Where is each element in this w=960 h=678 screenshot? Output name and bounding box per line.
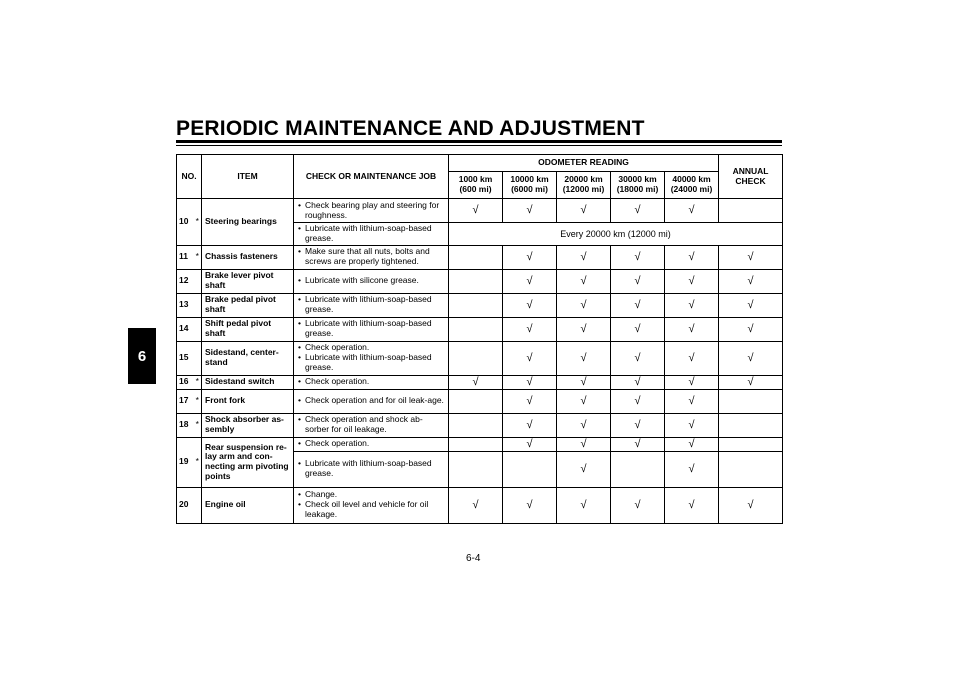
check-mark: √ bbox=[503, 293, 557, 317]
check-mark: √ bbox=[503, 389, 557, 413]
check-mark: √ bbox=[665, 413, 719, 437]
check-mark: √ bbox=[611, 341, 665, 375]
maintenance-job bbox=[294, 451, 449, 487]
empty-cell bbox=[503, 451, 557, 487]
table-row bbox=[177, 269, 783, 293]
check-mark: √ bbox=[557, 413, 611, 437]
empty-cell bbox=[449, 317, 503, 341]
maintenance-job bbox=[294, 413, 449, 437]
title-rule bbox=[176, 140, 782, 143]
check-mark: √ bbox=[557, 375, 611, 389]
check-mark: √ bbox=[611, 375, 665, 389]
maintenance-job bbox=[294, 199, 449, 223]
item-name: Front fork bbox=[202, 389, 294, 413]
maintenance-job bbox=[294, 437, 449, 451]
item-name: Sidestand switch bbox=[202, 375, 294, 389]
row-number: 16 bbox=[177, 375, 194, 389]
header-interval-3 bbox=[557, 172, 611, 199]
check-mark: √ bbox=[503, 317, 557, 341]
maintenance-job bbox=[294, 293, 449, 317]
check-mark: √ bbox=[503, 413, 557, 437]
header-interval-4 bbox=[611, 172, 665, 199]
check-mark: √ bbox=[665, 245, 719, 269]
row-number: 14 bbox=[177, 317, 194, 341]
check-mark: √ bbox=[557, 451, 611, 487]
job-bullet: • Check operation and shock ab-sorber for oil leakage. bbox=[297, 415, 445, 435]
job-bullet: • Lubricate with lithium-soap-based grease. bbox=[297, 224, 445, 244]
table-row bbox=[177, 389, 783, 413]
check-mark: √ bbox=[665, 341, 719, 375]
row-number: 11 bbox=[177, 245, 194, 269]
item-name: Sidestand, center-stand bbox=[202, 341, 294, 375]
empty-cell bbox=[449, 245, 503, 269]
item-name: Shock absorber as-sembly bbox=[202, 413, 294, 437]
check-mark: √ bbox=[665, 451, 719, 487]
job-bullet: • Lubricate with lithium-soap-based grease. bbox=[297, 295, 445, 315]
check-mark: √ bbox=[503, 269, 557, 293]
header-annual: ANNUAL CHECK bbox=[719, 155, 783, 199]
item-name: Engine oil bbox=[202, 487, 294, 523]
job-bullet: • Lubricate with lithium-soap-based grease. bbox=[297, 459, 445, 479]
job-bullet: • Lubricate with silicone grease. bbox=[297, 276, 445, 286]
check-mark: √ bbox=[557, 269, 611, 293]
item-name: Rear suspension re-lay arm and con-necting arm pivoting points bbox=[202, 437, 294, 487]
job-bullet: • Make sure that all nuts, bolts and screws are properly tightened. bbox=[297, 247, 445, 267]
asterisk-mark bbox=[194, 341, 202, 375]
check-mark: √ bbox=[719, 293, 783, 317]
asterisk-mark: * bbox=[194, 199, 202, 246]
check-mark: √ bbox=[449, 375, 503, 389]
asterisk-mark bbox=[194, 487, 202, 523]
header-interval-1 bbox=[449, 172, 503, 199]
row-number: 19 bbox=[177, 437, 194, 487]
check-mark: √ bbox=[665, 199, 719, 223]
row-number: 13 bbox=[177, 293, 194, 317]
empty-cell bbox=[449, 269, 503, 293]
check-mark: √ bbox=[611, 389, 665, 413]
check-mark: √ bbox=[665, 375, 719, 389]
table-row bbox=[177, 293, 783, 317]
check-mark: √ bbox=[611, 293, 665, 317]
job-bullet: • Check operation. bbox=[297, 439, 445, 449]
interval-mi: (18000 mi) bbox=[616, 184, 659, 194]
check-mark: √ bbox=[557, 199, 611, 223]
check-mark: √ bbox=[557, 437, 611, 451]
asterisk-mark: * bbox=[194, 375, 202, 389]
empty-cell bbox=[719, 389, 783, 413]
table-row bbox=[177, 413, 783, 437]
check-mark: √ bbox=[611, 487, 665, 523]
interval-mi: (12000 mi) bbox=[562, 184, 605, 194]
row-number: 18 bbox=[177, 413, 194, 437]
maintenance-job bbox=[294, 389, 449, 413]
maintenance-job bbox=[294, 341, 449, 375]
item-name: Brake pedal pivot shaft bbox=[202, 293, 294, 317]
check-mark: √ bbox=[611, 199, 665, 223]
table-row bbox=[177, 317, 783, 341]
check-mark: √ bbox=[557, 487, 611, 523]
maintenance-job bbox=[294, 317, 449, 341]
asterisk-mark: * bbox=[194, 413, 202, 437]
check-mark: √ bbox=[665, 269, 719, 293]
check-mark: √ bbox=[665, 317, 719, 341]
table-row bbox=[177, 375, 783, 389]
table-row bbox=[177, 487, 783, 523]
check-mark: √ bbox=[557, 245, 611, 269]
row-number: 10 bbox=[177, 199, 194, 246]
check-mark: √ bbox=[503, 245, 557, 269]
empty-cell bbox=[449, 341, 503, 375]
job-bullet: • Lubricate with lithium-soap-based grease. bbox=[297, 353, 445, 373]
chapter-tab: 6 bbox=[128, 328, 156, 384]
job-bullet: • Change. bbox=[297, 490, 445, 500]
check-mark: √ bbox=[665, 487, 719, 523]
header-job: CHECK OR MAINTENANCE JOB bbox=[294, 155, 449, 199]
job-bullet: • Lubricate with lithium-soap-based grease. bbox=[297, 319, 445, 339]
check-mark: √ bbox=[611, 437, 665, 451]
item-name: Brake lever pivot shaft bbox=[202, 269, 294, 293]
check-mark: √ bbox=[503, 199, 557, 223]
asterisk-mark: * bbox=[194, 437, 202, 487]
check-mark: √ bbox=[665, 437, 719, 451]
check-mark: √ bbox=[503, 437, 557, 451]
header-item: ITEM bbox=[202, 155, 294, 199]
empty-cell bbox=[449, 451, 503, 487]
page-number: 6-4 bbox=[466, 553, 481, 564]
check-mark: √ bbox=[557, 293, 611, 317]
check-mark: √ bbox=[719, 375, 783, 389]
job-bullet: • Check bearing play and steering for roughness. bbox=[297, 201, 445, 221]
header-odometer: ODOMETER READING bbox=[449, 155, 719, 172]
check-mark: √ bbox=[611, 269, 665, 293]
check-mark: √ bbox=[449, 199, 503, 223]
job-bullet: • Check operation. bbox=[297, 377, 445, 387]
item-name: Chassis fasteners bbox=[202, 245, 294, 269]
asterisk-mark: * bbox=[194, 245, 202, 269]
row-number: 20 bbox=[177, 487, 194, 523]
header-no: NO. bbox=[177, 155, 202, 199]
header-interval-5 bbox=[665, 172, 719, 199]
page-title: PERIODIC MAINTENANCE AND ADJUSTMENT bbox=[176, 117, 645, 140]
maintenance-job bbox=[294, 245, 449, 269]
empty-cell bbox=[719, 437, 783, 451]
check-mark: √ bbox=[719, 269, 783, 293]
empty-cell bbox=[611, 451, 665, 487]
interval-km: 40000 km bbox=[672, 174, 711, 185]
item-name: Steering bearings bbox=[202, 199, 294, 246]
check-mark: √ bbox=[503, 341, 557, 375]
item-name: Shift pedal pivot shaft bbox=[202, 317, 294, 341]
maintenance-table bbox=[176, 154, 783, 524]
table-row bbox=[177, 341, 783, 375]
empty-cell bbox=[719, 451, 783, 487]
check-mark: √ bbox=[611, 317, 665, 341]
asterisk-mark bbox=[194, 269, 202, 293]
empty-cell bbox=[449, 293, 503, 317]
check-mark: √ bbox=[557, 389, 611, 413]
row-number: 17 bbox=[177, 389, 194, 413]
table-row bbox=[177, 245, 783, 269]
check-mark: √ bbox=[557, 317, 611, 341]
check-mark: √ bbox=[611, 245, 665, 269]
job-bullet: • Check oil level and vehicle for oil leakage. bbox=[297, 500, 445, 520]
check-mark: √ bbox=[503, 487, 557, 523]
check-mark: √ bbox=[665, 293, 719, 317]
maintenance-job bbox=[294, 269, 449, 293]
interval-mi: (600 mi) bbox=[459, 184, 492, 194]
check-mark: √ bbox=[719, 487, 783, 523]
check-mark: √ bbox=[665, 389, 719, 413]
interval-km: 10000 km bbox=[510, 174, 549, 185]
check-mark: √ bbox=[449, 487, 503, 523]
interval-mi: (24000 mi) bbox=[670, 184, 713, 194]
header-interval-2 bbox=[503, 172, 557, 199]
empty-cell bbox=[449, 389, 503, 413]
table-row bbox=[177, 437, 783, 451]
interval-note: Every 20000 km (12000 mi) bbox=[449, 223, 783, 246]
row-number: 15 bbox=[177, 341, 194, 375]
maintenance-job bbox=[294, 487, 449, 523]
check-mark: √ bbox=[503, 375, 557, 389]
table-row bbox=[177, 199, 783, 223]
job-bullet: • Check operation. bbox=[297, 343, 445, 353]
check-mark: √ bbox=[719, 341, 783, 375]
title-rule-thin bbox=[176, 145, 782, 146]
interval-km: 30000 km bbox=[618, 174, 657, 185]
asterisk-mark: * bbox=[194, 389, 202, 413]
empty-cell bbox=[719, 199, 783, 223]
interval-mi: (6000 mi) bbox=[511, 184, 548, 194]
row-number: 12 bbox=[177, 269, 194, 293]
maintenance-job bbox=[294, 223, 449, 246]
maintenance-job bbox=[294, 375, 449, 389]
asterisk-mark bbox=[194, 317, 202, 341]
interval-km: 20000 km bbox=[564, 174, 603, 185]
interval-km: 1000 km bbox=[458, 174, 493, 185]
check-mark: √ bbox=[719, 317, 783, 341]
job-bullet: • Check operation and for oil leak-age. bbox=[297, 396, 445, 406]
empty-cell bbox=[719, 413, 783, 437]
check-mark: √ bbox=[719, 245, 783, 269]
asterisk-mark bbox=[194, 293, 202, 317]
check-mark: √ bbox=[611, 413, 665, 437]
check-mark: √ bbox=[557, 341, 611, 375]
empty-cell bbox=[449, 413, 503, 437]
empty-cell bbox=[449, 437, 503, 451]
